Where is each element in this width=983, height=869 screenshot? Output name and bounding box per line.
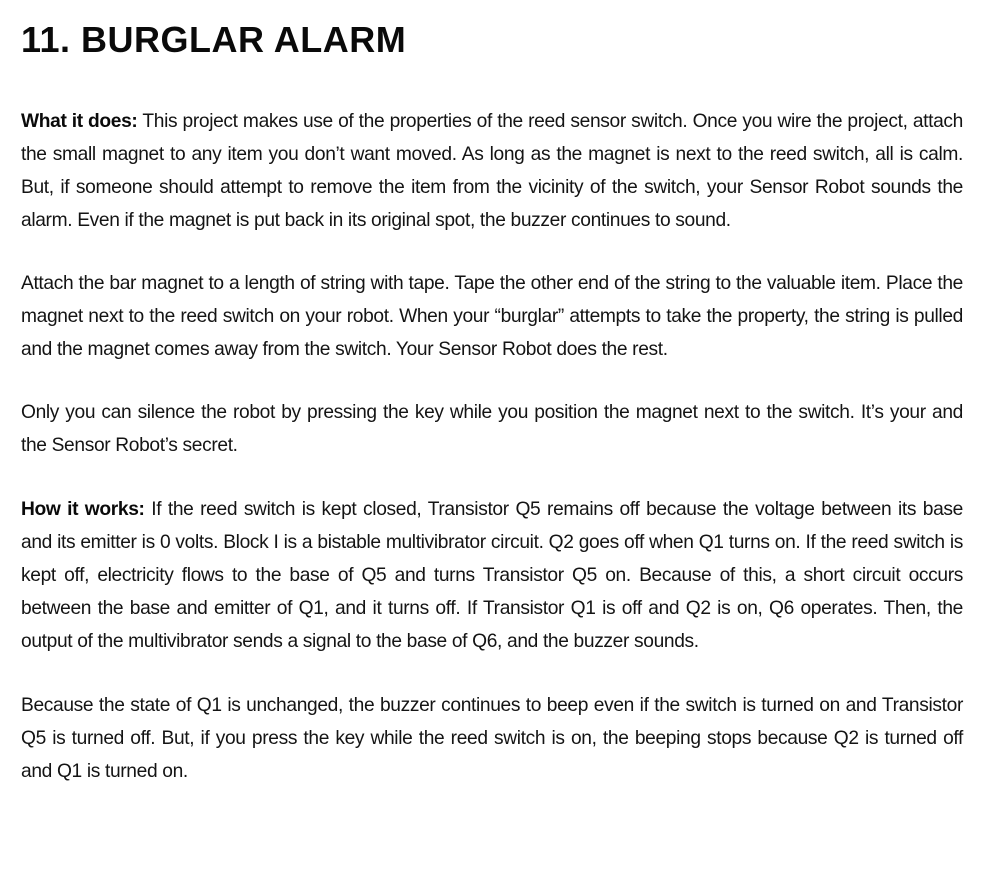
paragraph-text: Only you can silence the robot by pressing the key while you position the magnet next to the switch. It’s your and the Sensor Robot’s secret. (21, 402, 963, 456)
paragraph-how-it-works (21, 493, 963, 658)
paragraph-lead: How it works: (21, 499, 145, 520)
paragraph-text: Attach the bar magnet to a length of string with tape. Tape the other end of the string to the valuable item. Place the magnet next to the reed switch on your robot. When your “burglar” attempts to take the property, the string is pulled and the magnet comes away from the switch. Your Sensor Robot does the rest. (21, 273, 963, 360)
paragraph-state (21, 689, 963, 788)
paragraph-setup (21, 267, 963, 366)
page-title: 11. BURGLAR ALARM (21, 19, 407, 60)
paragraph-text: Because the state of Q1 is unchanged, the buzzer continues to beep even if the switch is turned on and Transistor Q5 is turned off. But, if you press the key while the reed switch is on, the beeping stops because Q2 is turned off and Q1 is turned on. (21, 695, 963, 782)
document-body (21, 105, 963, 788)
paragraph-silence (21, 396, 963, 462)
paragraph-what-it-does (21, 105, 963, 237)
paragraph-text: This project makes use of the properties of the reed sensor switch. Once you wire the project, attach the small magnet to any item you don’t want moved. As long as the magnet is next to the reed switch, all is calm. But, if someone should attempt to remove the item from the vicinity of the switch, your Sensor Robot sounds the alarm. Even if the magnet is put back in its original spot, the buzzer continues to sound. (21, 111, 963, 231)
paragraph-text: If the reed switch is kept closed, Transistor Q5 remains off because the voltage between its base and its emitter is 0 volts. Block I is a bistable multivibrator circuit. Q2 goes off when Q1 turns on. If the reed switch is kept off, electricity flows to the base of Q5 and turns Transistor Q5 on. Because of this, a short circuit occurs between the base and emitter of Q1, and it turns off. If Transistor Q1 is off and Q2 is on, Q6 operates. Then, the output of the multivibrator sends a signal to the base of Q6, and the buzzer sounds. (21, 499, 964, 652)
paragraph-lead: What it does: (21, 111, 138, 132)
